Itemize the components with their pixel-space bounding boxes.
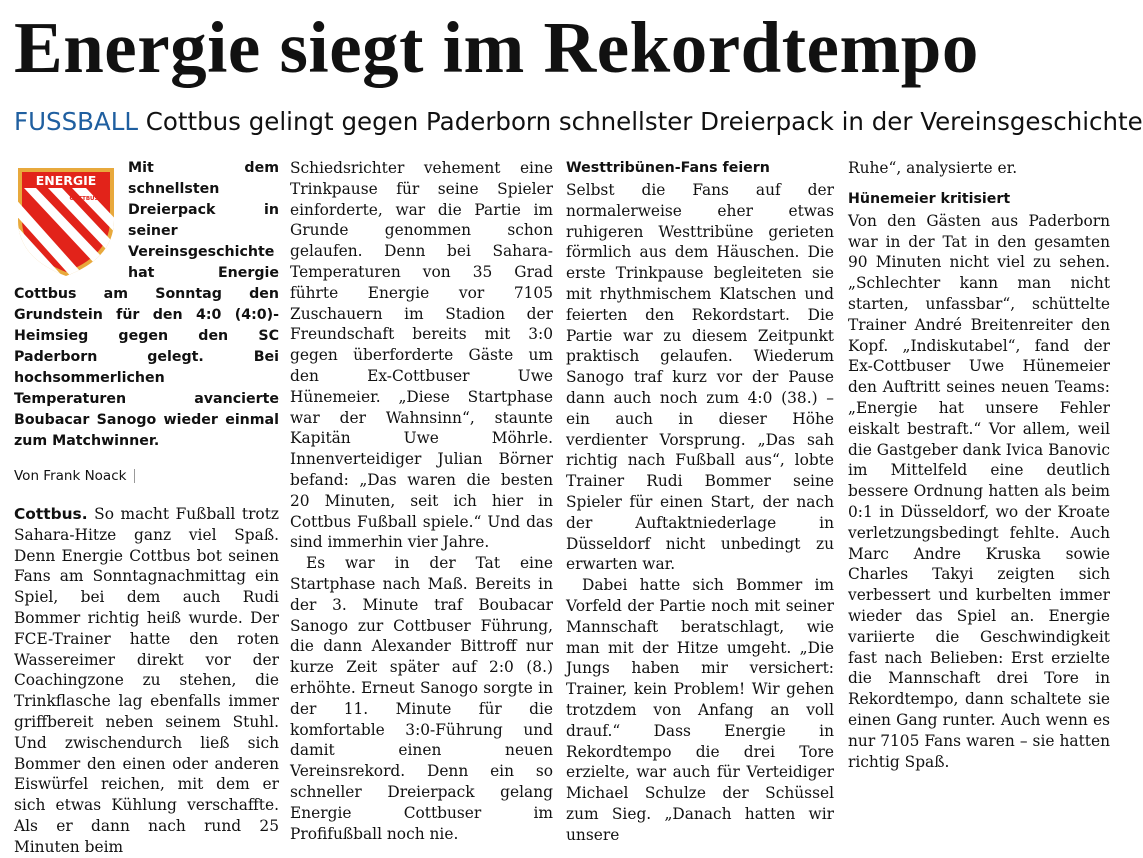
article-column-4: [848, 158, 1110, 771]
energie-cottbus-logo: [14, 162, 118, 280]
byline-rule: [134, 469, 135, 483]
body-paragraph: Schiedsrichter vehement eine Trinkpause für seine Spieler einforderte, war die Partie im Grunde genommen schon gelaufen. Denn bei Sahara-Temperaturen von 35 Grad führte Energie vor 7105 Zuschauern im Stadion der Freundschaft bereits mit 3:0 gegen überforderte Gäste um den Ex-Cottbuser Uwe Hünemeier. „Diese Startphase war der Wahnsinn“, staunte Kapitän Uwe Möhrle. Innenverteidiger Julian Börner befand: „Das waren die besten 20 Minuten, seit ich hier in Cottbus Fußball spiele.“ Und das sind immerhin vier Jahre.: [290, 159, 553, 552]
logo-text-small: COTTBUS: [69, 196, 99, 202]
section-kicker: FUSSBALL: [14, 107, 138, 136]
body-paragraph: Dabei hatte sich Bommer im Vorfeld der Partie noch mit seiner Mannschaft beratschlagt, wie man mit der Hitze umgeht. „Die Jungs haben mir versichert: Trainer, kein Problem! Wir gehen trotzdem von Anfang an voll drauf.“ Dass Energie in Rekordtempo die drei Tore erzielte, war auch für Verteidiger Michael Schulze der Schüssel zum Sieg. „Danach hatten wir unsere: [566, 576, 834, 844]
article-column-2: [290, 158, 553, 843]
subheading-huenemeier: Hünemeier kritisiert: [848, 190, 1011, 207]
subline: [14, 104, 1143, 140]
body-text: So macht Fußball trotz Sahara-Hitze ganz viel Spaß. Denn Energie Cottbus bot seinen Fans am Sonntagnachmittag ein Spiel, bei dem auch Rudi Bommer richtig heiß wurde. Der FCE-Trainer hatte den roten Wassereimer direkt vor der Coachingzone zu stehen, die Trinkflasche lag ebenfalls immer griffbereit neben seinem Stuhl. Und zwischendurch ließ sich Bommer den einen oder anderen Eiswürfel reichen, mit dem er sich etwas Kühlung verschaffte. Als er dann nach rund 25 Minuten beim: [14, 505, 279, 856]
author-name: Von Frank Noack: [14, 468, 127, 484]
headline: Energie siegt im Rekordtempo: [14, 7, 979, 88]
subheading-westtribuene: Westtribünen-Fans feiern: [566, 160, 770, 176]
article-column-1: [14, 158, 279, 856]
logo-text-main: ENERGIE: [35, 173, 97, 188]
body-paragraph: Ruhe“, analysierte er.: [848, 159, 1018, 177]
subline-text: Cottbus gelingt gegen Paderborn schnellster Dreierpack in der Vereinsgeschichte: [138, 107, 1143, 136]
lead-paragraph: Mit dem schnellsten Dreierpack in seiner Vereinsgeschichte hat Energie Cottbus am Sonntag den Grundstein für den 4:0 (4:0)-Heimsieg gegen den SC Paderborn gelegt. Bei hochsommerlichen Temperaturen avancierte Boubacar Sanogo wieder einmal zum Matchwinner.: [14, 160, 279, 449]
dateline: Cottbus.: [14, 505, 88, 523]
body-paragraph: Selbst die Fans auf der normalerweise eher etwas ruhigeren Westtribüne gerieten förmlich aus dem Häuschen. Die erste Trinkpause begleiteten sie mit rhythmischem Klatschen und feierten den Rekordstart. Die Partie war zu diesem Zeitpunkt praktisch gelaufen. Wiederum Sanogo traf kurz vor der Pause dann auch noch zum 4:0 (38.) – ein auch in dieser Höhe verdienter Vorsprung. „Das sah richtig nach Fußball aus“, lobte Trainer Rudi Bommer seine Spieler für einen Start, der nach der Auftaktniederlage in Düsseldorf nicht unbedingt zu erwarten war.: [566, 181, 834, 574]
body-paragraph: [14, 504, 279, 858]
article-column-3: [566, 158, 834, 844]
body-paragraph: Es war in der Tat eine Startphase nach Maß. Bereits in der 3. Minute traf Boubacar Sanogo zur Cottbuser Führung, die dann Alexander Bittroff nur kurze Zeit später auf 2:0 (8.) erhöhte. Erneut Sanogo sorgte in der 11. Minute für die komfortable 3:0-Führung und damit einen neuen Vereinsrekord. Denn ein so schneller Dreierpack gelang Energie Cottbuser im Profifußball noch nie.: [290, 554, 553, 843]
body-paragraph: Von den Gästen aus Paderborn war in der Tat in den gesamten 90 Minuten nicht viel zu sehen. „Schlechter kann man nicht starten, unfassbar“, schüttelte Trainer André Breitenreiter den Kopf. „Indiskutabel“, fand der Ex-Cottbuser Uwe Hünemeier den Auftritt seines neuen Teams: „Energie hat unsere Fehler eiskalt bestraft.“ Vor allem, weil die Gastgeber dank Ivica Banovic im Mittelfeld eine deutlich bessere Ordnung hatten als beim 0:1 in Düsseldorf, wo der Kroate verletzungsbedingt fehlte. Auch Marc Andre Kruska sowie Charles Takyi zeigten sich verbessert und kurbelten immer wieder das Spiel an. Energie variierte die Geschwindigkeit fast nach Belieben: Erst erzielte die Mannschaft drei Tore in Rekordtempo, dann schaltete sie einen Gang runter. Auch wenn es nur 7105 Fans waren – sie hatten richtig Spaß.: [848, 211, 1110, 771]
author-byline: [14, 466, 279, 486]
